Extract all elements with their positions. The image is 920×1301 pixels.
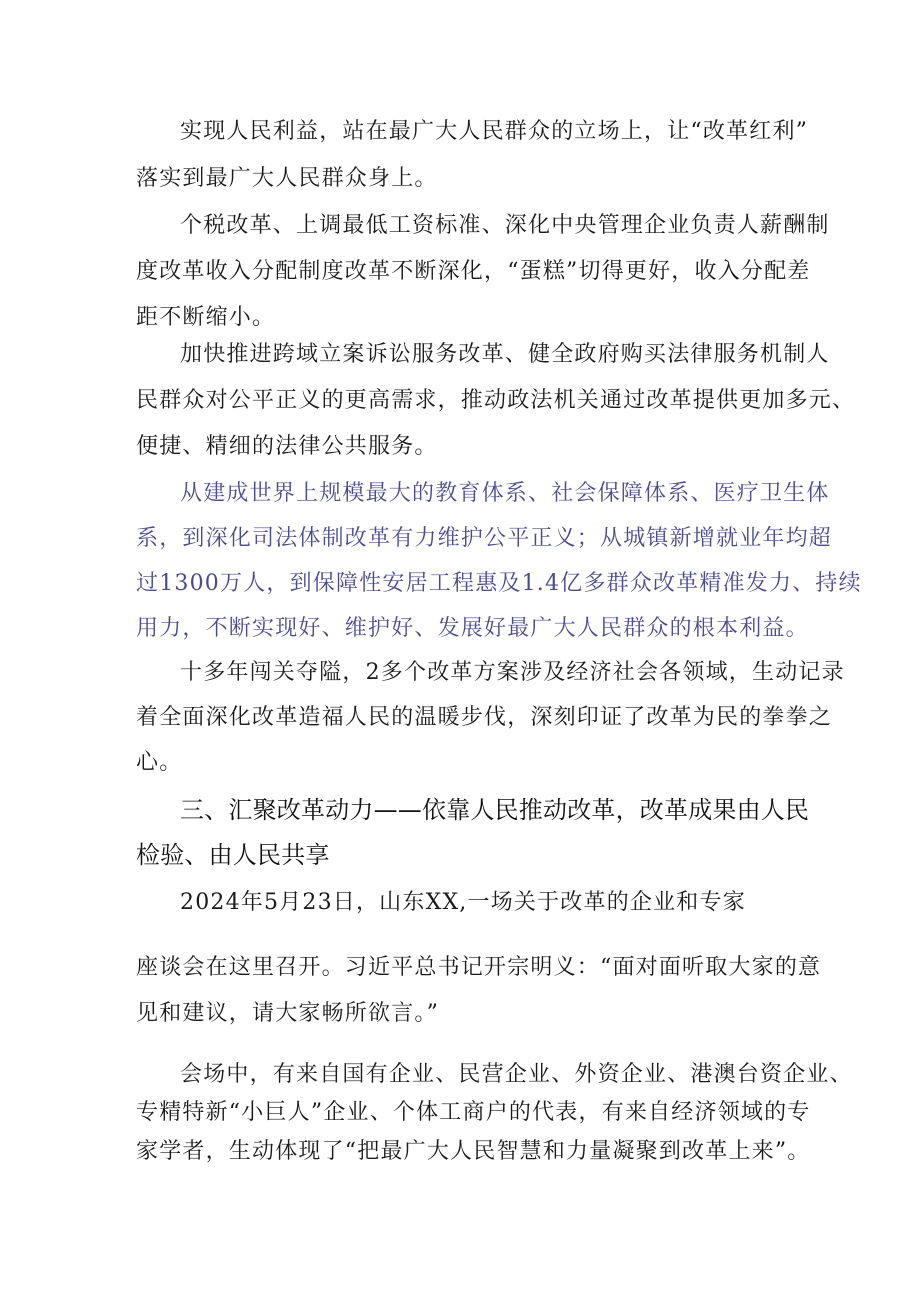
- paragraph-5-line-2: 着全面深化改革造福人民的温暖步伐，深刻印证了改革为民的拳拳之: [136, 705, 833, 730]
- paragraph-6-line-1: 2024年5月23日，山东XX,一场关于改革的企业和专家: [180, 890, 746, 915]
- paragraph-2-line-2: 度改革收入分配制度改革不断深化，“蛋糕”切得更好，收入分配差: [136, 259, 811, 284]
- paragraph-4-line-1: 从建成世界上规模最大的教育体系、社会保障体系、医疗卫生体: [180, 481, 830, 506]
- paragraph-4-line-3: 过1300万人，到保障性安居工程惠及1.4亿多群众改革精准发力、持续: [136, 571, 862, 596]
- paragraph-5-line-1: 十多年闯关夺隘，2多个改革方案涉及经济社会各领域，生动记录: [180, 660, 845, 685]
- section-heading-line-1: 三、汇聚改革动力——依靠人民推动改革，改革成果由人民: [180, 796, 810, 824]
- paragraph-3-line-2: 民群众对公平正义的更高需求，推动政法机关通过改革提供更加多元、: [136, 388, 856, 413]
- paragraph-8-line-1: 会场中，有来自国有企业、民营企业、外资企业、港澳台资企业、: [180, 1062, 853, 1087]
- paragraph-5-line-3: 心。: [136, 750, 183, 775]
- paragraph-4-line-2: 系，到深化司法体制改革有力维护公平正义；从城镇新增就业年均超: [136, 526, 833, 551]
- paragraph-4-line-4: 用力，不断实现好、维护好、发展好最广大人民群众的根本利益。: [136, 616, 809, 641]
- paragraph-8-line-2: 专精特新“小巨人”企业、个体工商户的代表，有来自经济领域的专: [136, 1100, 811, 1125]
- paragraph-1-line-2: 落实到最广大人民群众身上。: [136, 166, 438, 191]
- paragraph-8-line-3: 家学者，生动体现了“把最广大人民智慧和力量凝聚到改革上来”。: [136, 1139, 811, 1164]
- paragraph-7-line-2: 见和建议，请大家畅所欲言。”: [136, 1001, 440, 1026]
- paragraph-2-line-1: 个税改革、上调最低工资标准、深化中央管理企业负责人薪酬制: [180, 213, 830, 238]
- paragraph-3-line-1: 加快推进跨域立案诉讼服务改革、健全政府购买法律服务机制人: [180, 342, 830, 367]
- section-heading-line-2: 检验、由人民共享: [136, 841, 330, 869]
- paragraph-2-line-3: 距不断缩小。: [136, 305, 276, 330]
- paragraph-3-line-3: 便捷、精细的法律公共服务。: [136, 434, 438, 459]
- paragraph-1-line-1: 实现人民利益，站在最广大人民群众的立场上，让“改革红利”: [180, 119, 809, 144]
- paragraph-7-line-1: 座谈会在这里召开。习近平总书记开宗明义：“面对面听取大家的意: [136, 955, 822, 980]
